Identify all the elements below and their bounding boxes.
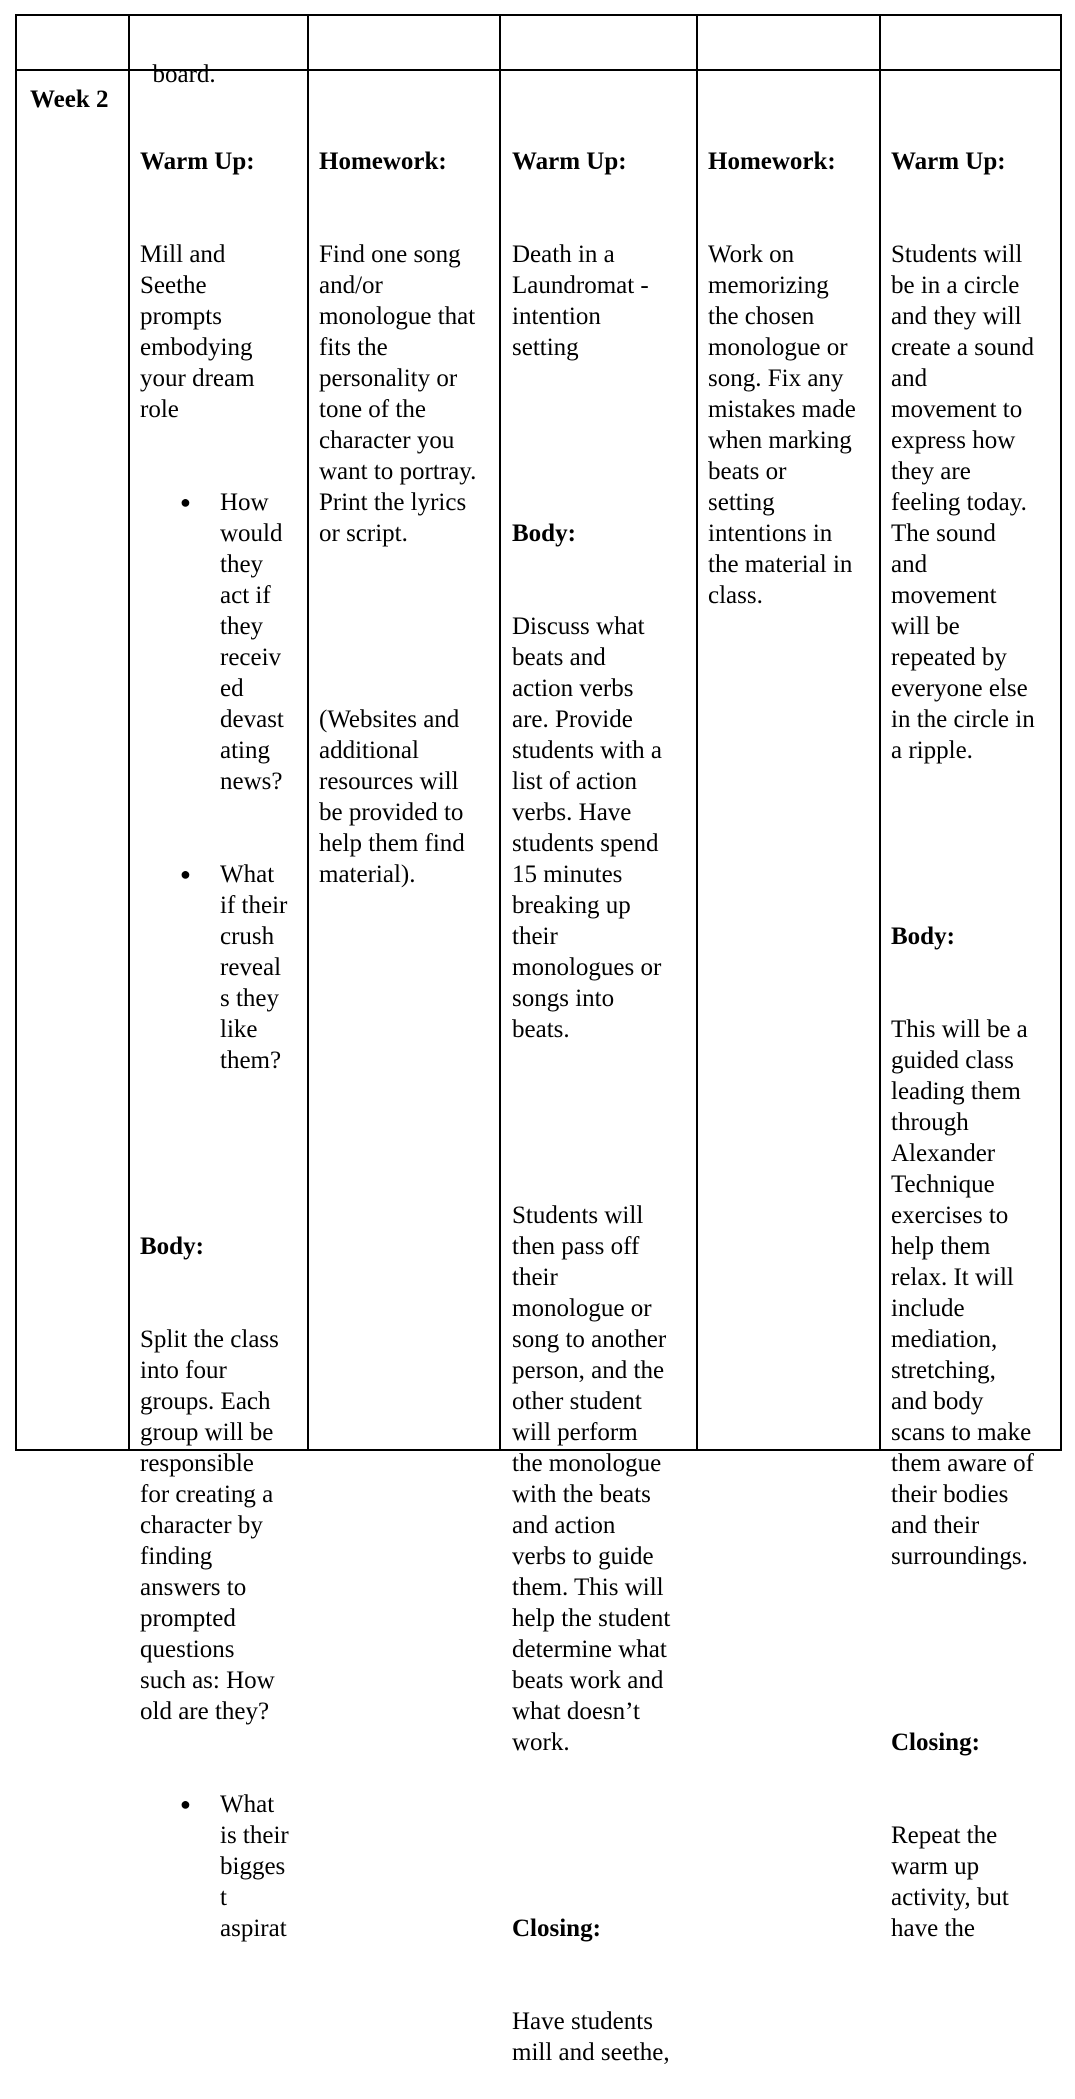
body-text: Discuss what beats and action verbs are. Provide students with a list of action verbs. Have students spend 15 minutes breaking up their monologues or songs into beats. [512, 613, 662, 1043]
day2-cell [512, 84, 697, 2099]
prev-row-text: board. [152, 61, 216, 88]
bullet-item: ● What if their crush reveal s they like them? [140, 859, 305, 1076]
closing-text: Have students mill and seethe, [512, 2008, 670, 2066]
spacer [891, 828, 1059, 859]
body-heading: Body: [512, 520, 576, 547]
warm-up-heading: Warm Up: [512, 148, 627, 175]
table-left-border [15, 14, 17, 1451]
spacer [512, 1820, 697, 1851]
column-divider [499, 14, 501, 1451]
homework-heading: Homework: [319, 148, 447, 175]
homework-note: (Websites and additional resources will be provided to help them find material). [319, 706, 465, 888]
closing-heading: Closing: [891, 1729, 980, 1756]
prev-row-cell [140, 28, 216, 90]
homework-heading: Homework: [708, 148, 836, 175]
column-divider [879, 14, 881, 1451]
spacer [512, 425, 697, 456]
column-divider [307, 14, 309, 1451]
bullet-item: ● What is their bigges t aspirat [140, 1789, 305, 1944]
week-label: Week 2 [30, 86, 109, 113]
day1-cell [140, 84, 305, 1975]
homework-text: Work on memorizing the chosen monologue or song. Fix any mistakes made when marking beats or setting intentions in the material in class. [708, 241, 856, 609]
body-heading: Body: [891, 923, 955, 950]
spacer [140, 1138, 305, 1169]
warm-up-heading: Warm Up: [140, 148, 255, 175]
closing-text: Repeat the warm up activity, but have the [891, 1822, 1009, 1942]
warm-up-text: Death in a Laundromat - intention setting [512, 241, 649, 361]
spacer [319, 611, 499, 642]
homework-text: Find one song and/or monologue that fits the personality or tone of the character you want to portray. Print the lyrics or script. [319, 241, 477, 547]
spacer [891, 1634, 1059, 1665]
homework1-cell [319, 84, 499, 921]
body-heading: Body: [140, 1233, 204, 1260]
table-right-border [1060, 14, 1062, 1451]
body-text: Students will then pass off their monologue or song to another person, and the other student will perform the monologue with the beats and action verbs to guide them. This will help the student determine what beats work and what doesn’t work. [512, 1202, 671, 1756]
homework2-cell [708, 84, 878, 642]
closing-heading: Closing: [512, 1915, 601, 1942]
warm-up-text: Students will be in a circle and they will create a sound and movement to express how they are feeling today. The sound and movement will be repeated by everyone else in the circle in a ripple. [891, 241, 1035, 764]
warm-up-heading: Warm Up: [891, 148, 1006, 175]
warm-up-text: Mill and Seethe prompts embodying your dream role [140, 241, 255, 423]
column-divider [128, 14, 130, 1451]
spacer [512, 1107, 697, 1138]
bullet-item: ● How would they act if they receiv ed devast ating news? [140, 487, 305, 797]
body-text: This will be a guided class leading them through Alexander Technique exercises to help them relax. It will include mediation, stretching, and body scans to make them aware of their bodies and their surroundings. [891, 1016, 1034, 1570]
body-text: Split the class into four groups. Each group will be responsible for creating a character by finding answers to prompted questions such as: How old are they? [140, 1326, 279, 1725]
day3-cell [891, 84, 1059, 1975]
table-top-border [15, 14, 1062, 16]
